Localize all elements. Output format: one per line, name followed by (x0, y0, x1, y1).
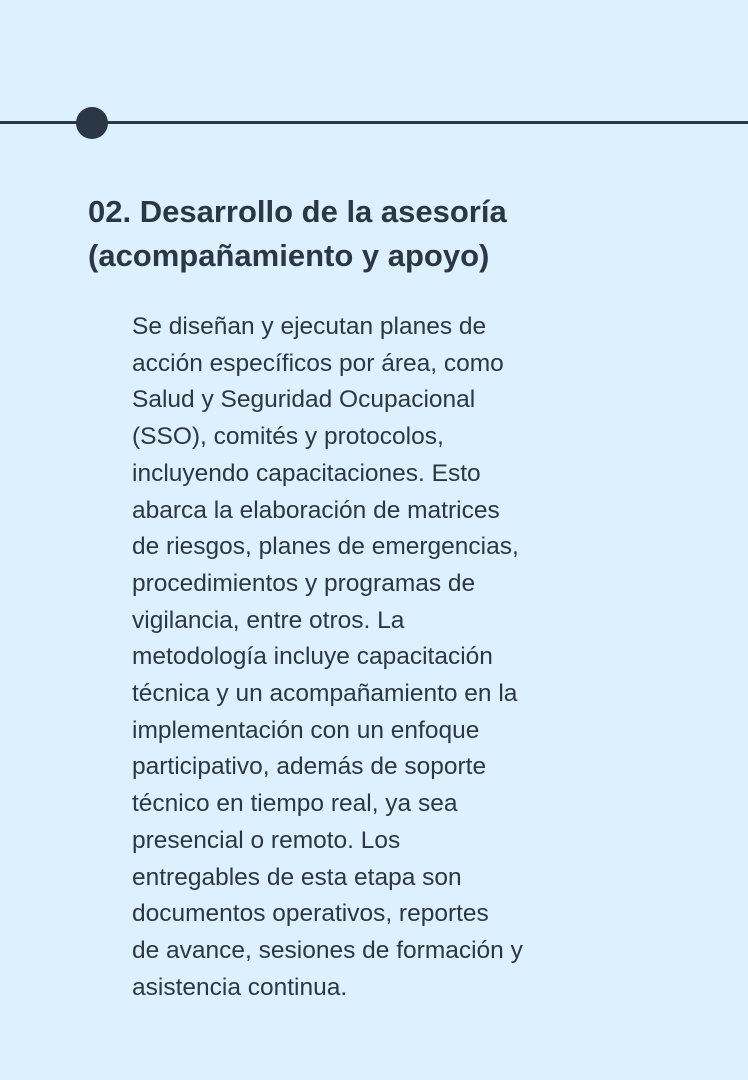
step-description: Se diseñan y ejecutan planes de acción específicos por área, como Salud y Seguridad Ocupacional (SSO), comités y protocolos, incluyendo capacitaciones. Esto abarca la elaboración de matrices de riesgos, planes de emergencias, procedimientos y programas de vigilancia, entre otros. La metodología incluye capacitación técnica y un acompañamiento en la implementación con un enfoque participativo, además de soporte técnico en tiempo real, ya sea presencial o remoto. Los entregables de esta etapa son documentos operativos, reportes de avance, sesiones de formación y asistencia continua. (132, 313, 523, 1001)
timeline-line (0, 121, 748, 124)
step-title: 02. Desarrollo de la asesoría (acompañamiento y apoyo) (88, 194, 507, 273)
timeline-marker-dot (76, 107, 108, 139)
